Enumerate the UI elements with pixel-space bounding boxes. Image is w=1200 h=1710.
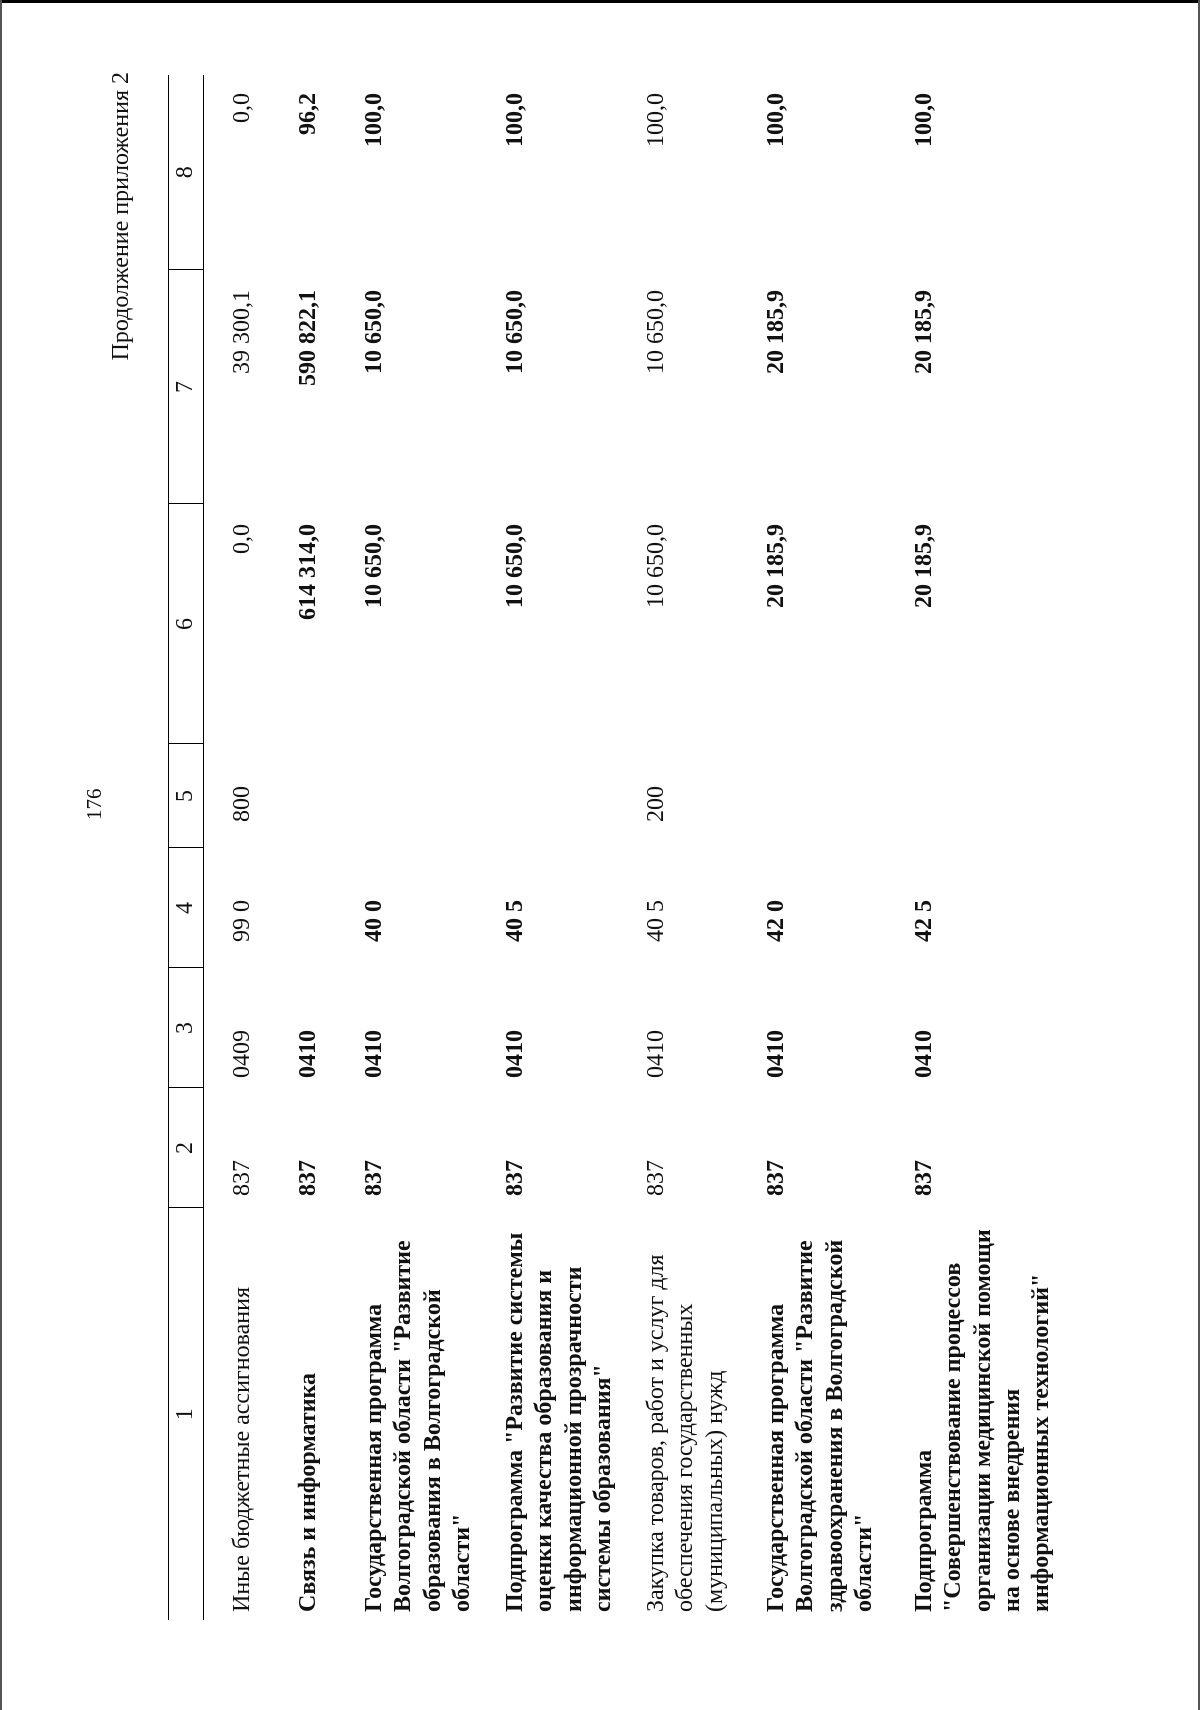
cell-col3: 0410	[502, 1030, 529, 1078]
table-header-row	[169, 75, 204, 1620]
row-name: Государственная программа Волгоградской области "Развитие образования в Волгоградской области"	[361, 1240, 475, 1612]
page-left-border	[0, 0, 2, 1710]
row-name: Связь и информатика	[295, 1372, 321, 1612]
cell-col8: 96,2	[295, 93, 321, 135]
cell-col5: 800	[229, 786, 255, 822]
cell-col7: 20 185,9	[911, 290, 938, 374]
cell-col7: 10 650,0	[502, 290, 529, 374]
column-header: 1	[169, 1208, 204, 1620]
page-top-border	[0, 0, 1200, 3]
table-row	[477, 75, 618, 1620]
row-name: Государственная программа Волгоградской области "Развитие здравоохранения в Волгоградской области"	[763, 1239, 877, 1612]
column-header: 7	[169, 270, 204, 504]
cell-col3: 0410	[643, 1030, 670, 1078]
table-row	[618, 75, 738, 1620]
cell-col3: 0409	[229, 1030, 255, 1078]
cell-col3: 0410	[361, 1030, 387, 1078]
table-row	[886, 75, 1056, 1620]
cell-col6: 10 650,0	[502, 524, 529, 608]
cell-col8: 100,0	[911, 93, 938, 147]
cell-col6: 10 650,0	[643, 524, 670, 608]
cell-col2: 837	[643, 1160, 670, 1196]
cell-col2: 837	[911, 1160, 938, 1196]
cell-col6: 614 314,0	[295, 524, 321, 620]
cell-col5	[738, 744, 886, 848]
table-row	[336, 75, 477, 1620]
cell-col8: 0,0	[229, 93, 255, 123]
column-header: 4	[169, 848, 204, 968]
cell-col6: 20 185,9	[911, 524, 938, 608]
row-name: Подпрограмма "Развитие системы оценки качества образования и информационной прозрачности системы образования"	[502, 1232, 616, 1612]
row-name: Иные бюджетные ассигнования	[229, 1287, 255, 1612]
cell-col3: 0410	[911, 1030, 938, 1078]
cell-col2: 837	[229, 1160, 255, 1196]
cell-col2: 837	[502, 1160, 529, 1196]
cell-col2: 837	[295, 1160, 321, 1196]
page-number: 176	[82, 788, 106, 820]
cell-col5	[336, 744, 477, 848]
table-row	[204, 75, 271, 1620]
cell-col4: 40 5	[643, 900, 670, 942]
cell-col7: 10 650,0	[361, 290, 387, 374]
cell-col6: 0,0	[229, 524, 255, 554]
cell-col5	[886, 744, 1056, 848]
cell-col3: 0410	[295, 1030, 321, 1078]
cell-col8: 100,0	[361, 93, 387, 147]
cell-col6: 10 650,0	[361, 524, 387, 608]
cell-col3: 0410	[763, 1030, 790, 1078]
rotated-page	[60, 60, 1100, 1620]
column-header: 8	[169, 75, 204, 270]
row-name: Закупка товаров, работ и услуг для обеспечения государственных (муниципальных) нужд	[643, 1254, 728, 1612]
cell-col8: 100,0	[502, 93, 529, 147]
cell-col8: 100,0	[763, 93, 790, 147]
column-header: 3	[169, 968, 204, 1088]
cell-col4: 42 0	[763, 900, 790, 942]
cell-col4: 40 0	[361, 900, 387, 942]
column-header: 6	[169, 504, 204, 744]
cell-col7: 10 650,0	[643, 290, 670, 374]
cell-col6: 20 185,9	[763, 524, 790, 608]
cell-col2: 837	[763, 1160, 790, 1196]
budget-table	[168, 75, 1056, 1620]
cell-col4	[270, 848, 336, 968]
row-name: Подпрограмма "Совершенствование процессов организации медицинской помощи на основе внедрения информационных технологий"	[911, 1229, 1055, 1612]
table-row	[270, 75, 336, 1620]
cell-col5	[270, 744, 336, 848]
cell-col4: 40 5	[502, 900, 529, 942]
table-row	[738, 75, 886, 1620]
cell-col4: 99 0	[229, 900, 255, 942]
cell-col7: 590 822,1	[295, 290, 321, 386]
cell-col5	[477, 744, 618, 848]
cell-col2: 837	[361, 1160, 387, 1196]
cell-col8: 100,0	[643, 93, 670, 147]
cell-col7: 20 185,9	[763, 290, 790, 374]
continuation-label: Продолжение приложения 2	[108, 72, 134, 361]
column-header: 2	[169, 1088, 204, 1208]
column-header: 5	[169, 744, 204, 848]
cell-col7: 39 300,1	[229, 290, 255, 374]
cell-col5: 200	[643, 786, 670, 822]
cell-col4: 42 5	[911, 900, 938, 942]
